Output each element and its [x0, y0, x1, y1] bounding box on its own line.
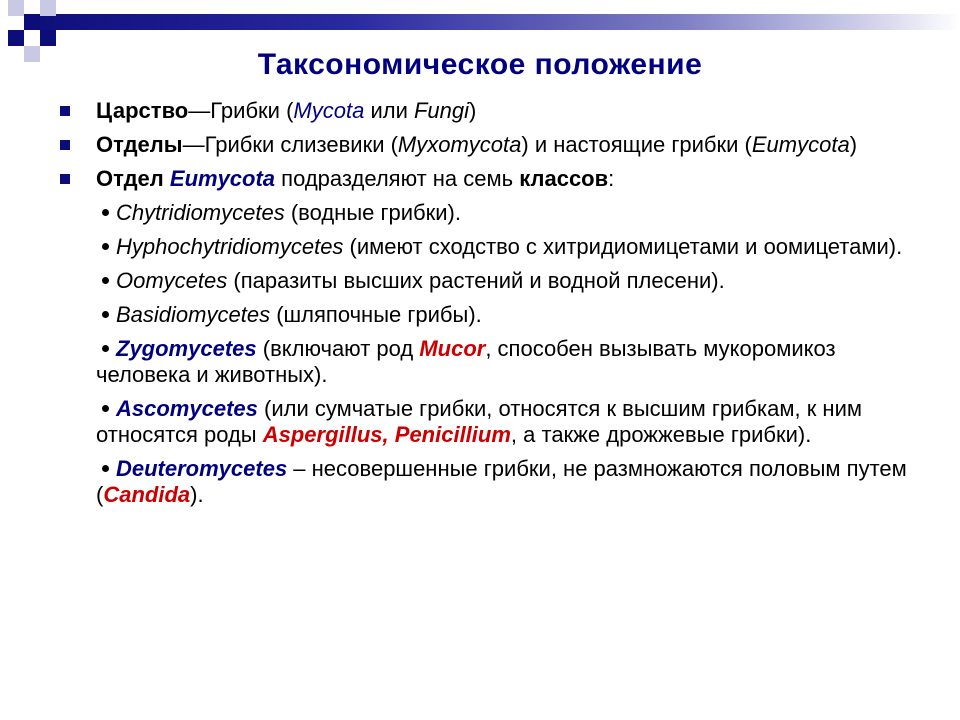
divisions-label: Отделы: [96, 132, 183, 157]
square-bullet-icon: [60, 106, 70, 116]
class-item-oomycetes: [60, 268, 930, 294]
division-label: Отдел: [96, 166, 170, 191]
round-bullet-icon: [102, 209, 109, 216]
round-bullet-icon: [102, 405, 109, 412]
divisions-text2: ) и настоящие грибки (: [521, 132, 752, 157]
class-name: Zygomycetes: [116, 336, 257, 361]
dash: —: [188, 98, 211, 123]
decor-square: [40, 0, 56, 16]
genus-aspergillus-penicillium: Aspergillus, Penicillium: [262, 422, 511, 447]
decor-square: [8, 30, 24, 46]
classes-intro-text: подразделяют на семь: [275, 166, 520, 191]
class-name: Hyphochytridiomycetes: [116, 234, 344, 259]
term-myxomycota: Myxomycota: [397, 132, 522, 157]
round-bullet-icon: [102, 345, 109, 352]
class-desc-end: ).: [190, 482, 204, 507]
dash: —: [182, 132, 205, 157]
class-name: Deuteromycetes: [116, 456, 288, 481]
list-item-classes-intro: [60, 166, 930, 192]
class-item-basidiomycetes: [60, 302, 930, 328]
slide-content: [60, 98, 930, 516]
class-desc: (паразиты высших растений и водной плесени).: [227, 268, 725, 293]
round-bullet-icon: [102, 243, 109, 250]
class-desc-end: , а также дрожжевые грибки).: [510, 422, 812, 447]
list-item-kingdom: [60, 98, 930, 124]
kingdom-or: или: [364, 98, 414, 123]
round-bullet-icon: [102, 277, 109, 284]
square-bullet-icon: [60, 140, 70, 150]
class-desc: (включают род: [256, 336, 420, 361]
slide-title: Таксономическое положение: [257, 48, 703, 81]
kingdom-label: Царство: [96, 98, 189, 123]
decor-square: [40, 30, 56, 46]
term-mycota: Mycota: [293, 98, 365, 123]
class-name: Basidiomycetes: [116, 302, 271, 327]
class-desc: (водные грибки).: [284, 200, 461, 225]
class-item-hyphochytridiomycetes: [60, 234, 930, 260]
decor-square: [24, 14, 40, 30]
genus-candida: Candida: [103, 482, 191, 507]
classes-word: классов: [519, 166, 609, 191]
class-name: Chytridiomycetes: [116, 200, 285, 225]
class-item-deuteromycetes: [60, 456, 930, 508]
kingdom-close: ): [469, 98, 477, 123]
round-bullet-icon: [102, 311, 109, 318]
class-desc: (шляпочные грибы).: [270, 302, 482, 327]
decor-square: [8, 0, 24, 16]
class-item-zygomycetes: [60, 336, 930, 388]
term-eumycota-bold: Eumycota: [169, 166, 276, 191]
square-bullet-icon: [60, 174, 70, 184]
class-item-ascomycetes: [60, 396, 930, 448]
colon: :: [608, 166, 615, 191]
class-desc: (или сумчатые грибки, относятся к высшим грибкам, к ним относятся роды: [96, 396, 862, 447]
class-item-chytridiomycetes: [60, 200, 930, 226]
class-name: Oomycetes: [116, 268, 228, 293]
term-eumycota: Eumycota: [751, 132, 850, 157]
kingdom-text: Грибки (: [210, 98, 294, 123]
list-item-divisions: [60, 132, 930, 158]
class-desc: (имеют сходство с хитридиомицетами и оомицетами).: [343, 234, 903, 259]
header-gradient-band: [24, 14, 960, 30]
divisions-close: ): [849, 132, 858, 157]
divisions-text: Грибки слизевики (: [204, 132, 398, 157]
term-fungi: Fungi: [413, 98, 470, 123]
genus-mucor: Mucor: [419, 336, 486, 361]
round-bullet-icon: [102, 465, 109, 472]
class-name: Ascomycetes: [116, 396, 258, 421]
class-desc: – несовершенные грибки, не размножаются половым путем (: [96, 456, 907, 507]
class-desc-end: , способен вызывать мукоромикоз человека и животных).: [96, 336, 836, 387]
